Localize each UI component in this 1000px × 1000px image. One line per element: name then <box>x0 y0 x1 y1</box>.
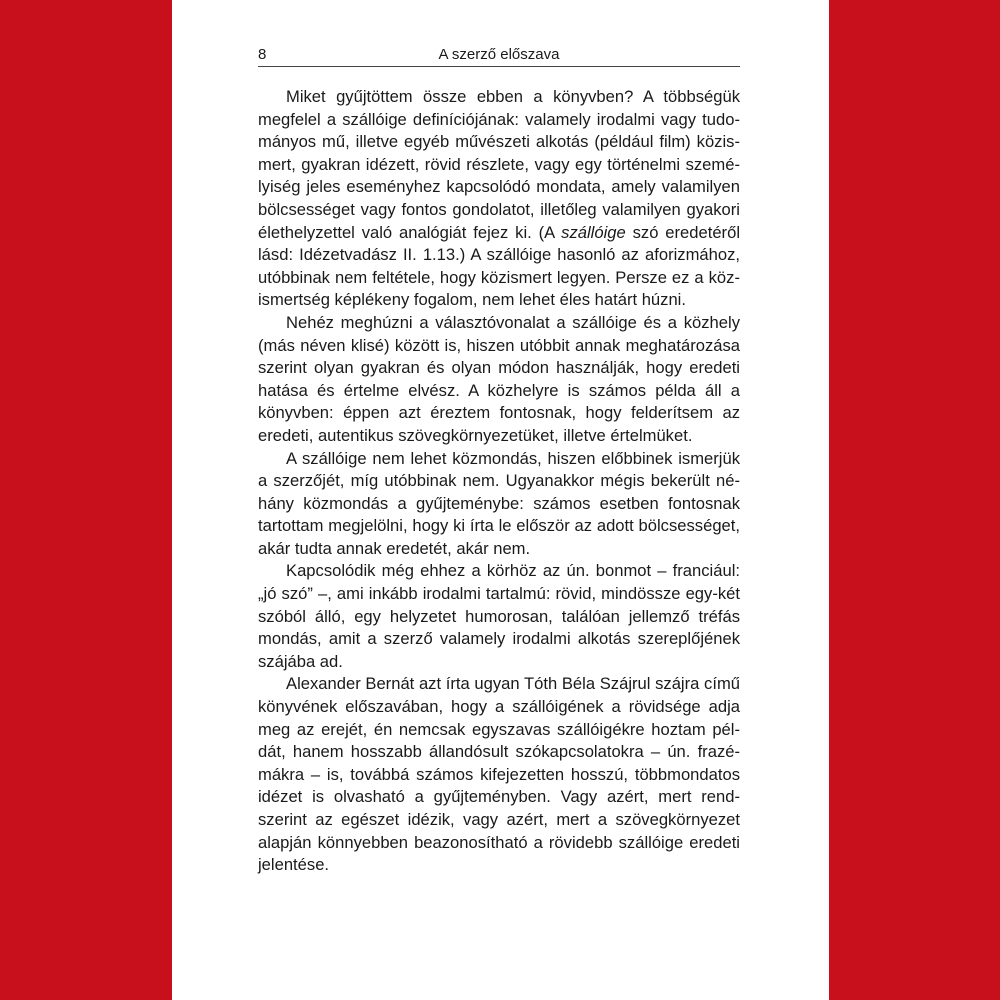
page-number: 8 <box>258 46 267 63</box>
paragraph: Kapcsolódik még ehhez a körhöz az ún. bonmot – franciául: „jó szó” –, ami inkább irodalmi tartalmú: rövid, mindössze egy-két szóból álló, egy helyzetet humorosan, találóan jellemző tréfás mondás, amit a szerző valamely irodalmi alkotás szereplőjének szájába ad. <box>258 561 740 671</box>
running-head <box>258 44 740 67</box>
paragraph-text: szó eredetéről lásd: Idézetvadász II. 1.13.) A szállóige hasonló az aforizmához, utóbbinak nem feltétele, hogy közismert legyen. Persze ez a közismertség képlékeny fogalom, nem lehet éles határt húzni. <box>258 222 741 310</box>
paragraph-text: Miket gyűjtöttem össze ebben a könyvben? A többségük megfelel a szállóige definíciójának: valamely irodalmi vagy tudományos mű, illetve egyéb művészeti alkotás (például film) közismert, gyakran idézett, rövid részlete, vagy egy történelmi személyiség jeles eseményhez kapcsolódó mondata, amely valamilyen bölcsességet vagy fontos gondolatot, illetőleg valamilyen gyakori élethelyzettel való analógiát fejez ki. (A <box>258 87 740 242</box>
paragraph <box>258 86 740 312</box>
emphasized-term: szállóige <box>561 222 626 242</box>
book-page <box>172 0 829 1000</box>
paragraph: A szállóige nem lehet közmondás, hiszen előbbinek ismerjük a szerzőjét, míg utóbbinak nem. Ugyanakkor mégis bekerült néhány közmondás a gyűjteménybe: számos esetben fontosnak tartottam megjelölni, hogy ki írta le először az adott bölcsességet, akár tudta annak eredetét, akár nem. <box>258 448 740 558</box>
body-text <box>258 86 740 877</box>
paragraph: Nehéz meghúzni a választóvonalat a szállóige és a közhely (más néven klisé) között is, hiszen utóbbit annak meghatározása szerint olyan gyakran és olyan módon használják, hogy eredeti hatása és értelme elvész. A közhelyre is számos példa áll a könyvben: éppen azt éreztem fontosnak, hogy felderítsem az eredeti, autentikus szövegkörnyezetüket, illetve értelmüket. <box>258 312 740 445</box>
chapter-title: A szerző előszava <box>438 46 560 63</box>
paragraph: Alexander Bernát azt írta ugyan Tóth Béla Szájrul szájra című könyvének előszavában, hogy a szállóigének a rövidsége adja meg az erejét, én nemcsak egyszavas szállóigékre hoztam példát, hanem hosszabb állandósult szókapcsolatokra – ún. frazémákra – is, továbbá számos kifejezetten hosszú, többmondatos idézet is olvasható a gyűjteményben. Vagy azért, mert rendszerint az egészet idézik, vagy azért, mert a szövegkörnyezet alapján könnyebben beazonosítható a rövidebb szállóige eredeti jelentése. <box>258 674 740 875</box>
